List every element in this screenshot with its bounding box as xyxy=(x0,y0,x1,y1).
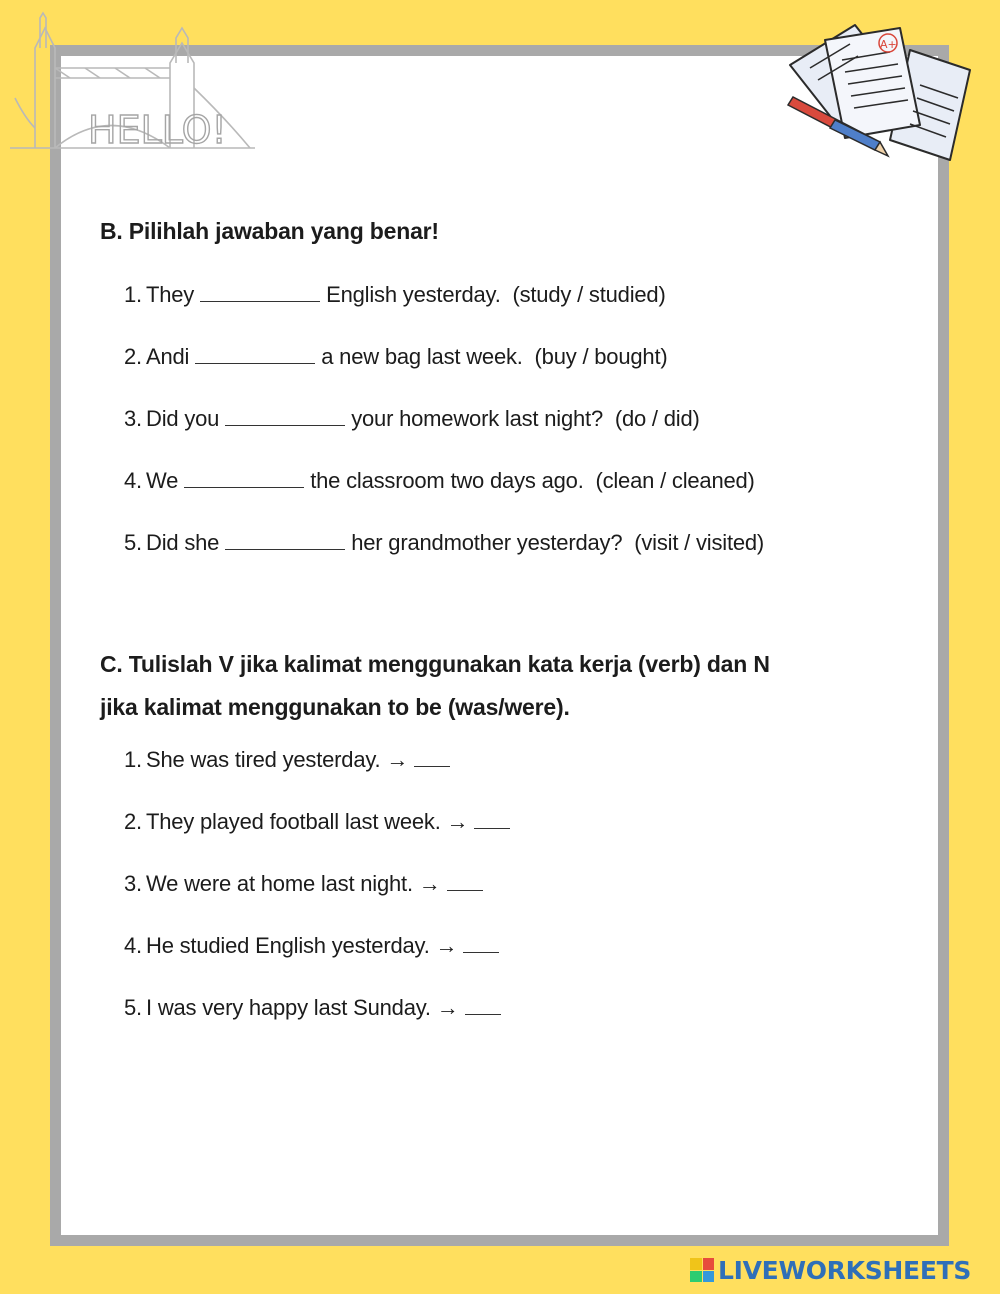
item-number: 3. xyxy=(124,406,142,431)
answer-blank[interactable] xyxy=(225,529,345,550)
item-text-before: We xyxy=(146,468,179,493)
section-c-heading xyxy=(100,643,900,729)
bridge-sign-text: HELLO! xyxy=(88,108,227,152)
answer-blank[interactable] xyxy=(225,405,345,426)
list-item xyxy=(124,745,510,807)
item-text-after: English yesterday. xyxy=(326,282,501,307)
item-sentence: She was tired yesterday. → xyxy=(146,747,409,772)
item-options: (study / studied) xyxy=(512,282,666,307)
item-number: 5. xyxy=(124,995,142,1020)
list-item xyxy=(124,931,510,993)
item-text-after: your homework last night? xyxy=(351,406,603,431)
liveworksheets-brand-text: LIVEWORKSHEETS xyxy=(718,1255,972,1285)
item-number: 3. xyxy=(124,871,142,896)
item-text-after: her grandmother yesterday? xyxy=(351,530,623,555)
item-sentence: We were at home last night. → xyxy=(146,871,441,896)
item-options: (clean / cleaned) xyxy=(595,468,755,493)
answer-blank[interactable] xyxy=(200,281,320,302)
item-number: 4. xyxy=(124,933,142,958)
section-b-questions xyxy=(124,280,764,590)
item-text-after: a new bag last week. xyxy=(321,344,523,369)
list-item xyxy=(124,342,764,404)
answer-blank[interactable] xyxy=(465,994,501,1015)
section-b-heading: B. Pilihlah jawaban yang benar! xyxy=(100,218,439,244)
liveworksheets-mark-icon xyxy=(690,1258,714,1282)
list-item xyxy=(124,807,510,869)
item-options: (buy / bought) xyxy=(534,344,668,369)
list-item xyxy=(124,466,764,528)
papers-and-pen-icon xyxy=(770,10,995,170)
item-text-before: Did she xyxy=(146,530,220,555)
list-item xyxy=(124,993,510,1055)
section-c-heading-line1: C. Tulislah V jika kalimat menggunakan kata kerja (verb) dan N xyxy=(100,651,770,677)
list-item xyxy=(124,869,510,931)
item-number: 2. xyxy=(124,809,142,834)
item-text-before: Did you xyxy=(146,406,220,431)
answer-blank[interactable] xyxy=(447,870,483,891)
item-number: 2. xyxy=(124,344,142,369)
list-item xyxy=(124,280,764,342)
item-text-before: They xyxy=(146,282,195,307)
answer-blank[interactable] xyxy=(184,467,304,488)
tower-bridge-illustration xyxy=(10,8,255,153)
section-c-questions xyxy=(124,745,510,1055)
answer-blank[interactable] xyxy=(463,932,499,953)
section-c-heading-line2: jika kalimat menggunakan to be (was/were). xyxy=(100,694,570,720)
liveworksheets-logo[interactable] xyxy=(690,1253,971,1287)
item-sentence: They played football last week. → xyxy=(146,809,469,834)
answer-blank[interactable] xyxy=(474,808,510,829)
item-text-after: the classroom two days ago. xyxy=(310,468,584,493)
item-sentence: I was very happy last Sunday. → xyxy=(146,995,459,1020)
item-number: 5. xyxy=(124,530,142,555)
grade-text: A+ xyxy=(880,38,897,51)
item-text-before: Andi xyxy=(146,344,190,369)
answer-blank[interactable] xyxy=(195,343,315,364)
item-number: 4. xyxy=(124,468,142,493)
item-number: 1. xyxy=(124,282,142,307)
list-item xyxy=(124,404,764,466)
item-options: (visit / visited) xyxy=(634,530,765,555)
item-sentence: He studied English yesterday. → xyxy=(146,933,458,958)
item-number: 1. xyxy=(124,747,142,772)
item-options: (do / did) xyxy=(614,406,700,431)
answer-blank[interactable] xyxy=(414,746,450,767)
list-item xyxy=(124,528,764,590)
